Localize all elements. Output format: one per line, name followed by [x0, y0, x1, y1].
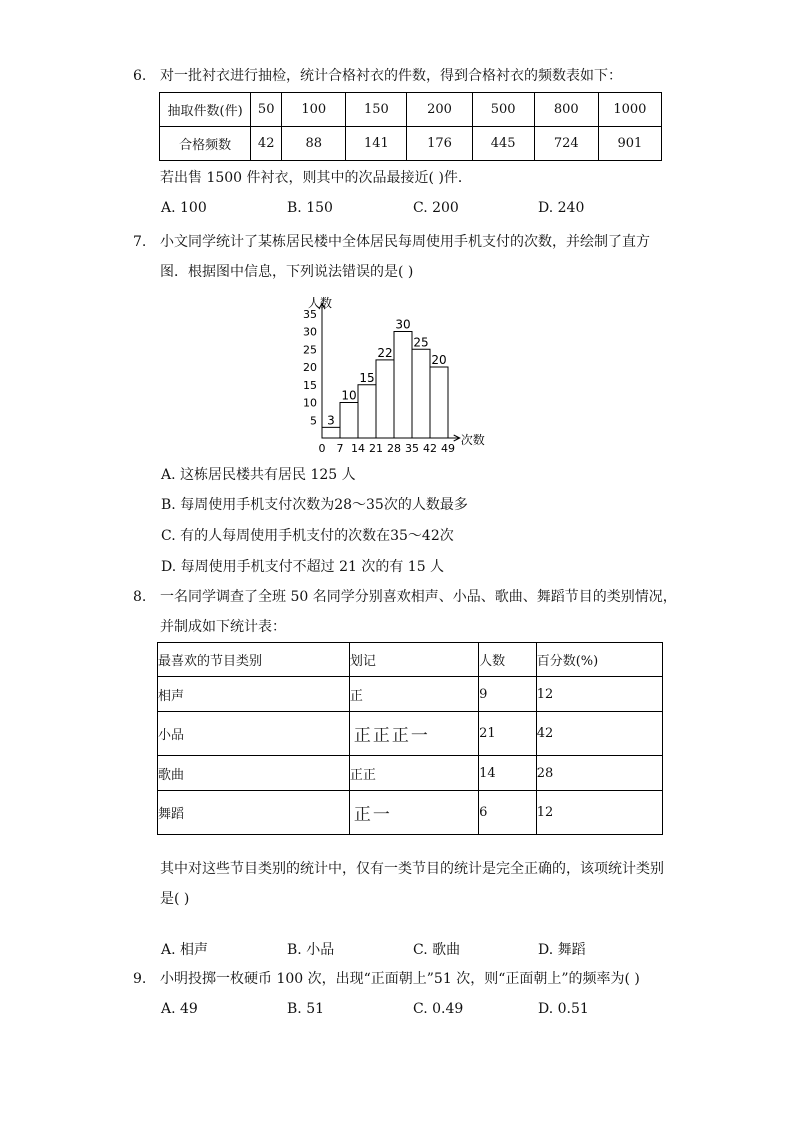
- table-cell: 1000: [598, 93, 661, 127]
- percent-cell: 12: [536, 677, 662, 712]
- table-header-cell: 百分数(%): [536, 643, 662, 677]
- y-axis-title: 人数: [308, 296, 333, 311]
- table-header-cell: 最喜欢的节目类别: [158, 643, 350, 677]
- handwritten-tally: 正一: [353, 805, 392, 825]
- table-row: [160, 127, 662, 161]
- table-row: [158, 791, 663, 835]
- table-cell: 445: [472, 127, 534, 161]
- table-header-cell: 人数: [479, 643, 537, 677]
- q7-option-c[interactable]: C. 有的人每周使用手机支付的次数在35～42次: [161, 528, 454, 544]
- table-header-cell: 合格频数: [160, 127, 251, 161]
- q6-option-b[interactable]: B. 150: [287, 200, 333, 216]
- count-cell: 14: [479, 756, 537, 791]
- x-axis-title: 次数: [460, 433, 485, 447]
- question-8-question-line1: 其中对这些节目类别的统计中，仅有一类节目的统计是完全正确的，该项统计类别: [160, 861, 664, 877]
- y-tick-label: 35: [303, 307, 317, 321]
- category-cell: 舞蹈: [158, 791, 350, 835]
- q8-option-a[interactable]: A. 相声: [161, 942, 209, 958]
- histogram-bar: [322, 427, 340, 438]
- tally-cell: 正: [349, 677, 478, 712]
- question-7-stem-line2: 图．根据图中信息，下列说法错误的是( ): [160, 264, 414, 280]
- y-tick-label: 15: [303, 378, 317, 392]
- q8-option-b[interactable]: B. 小品: [287, 942, 335, 958]
- histogram-bar: [358, 385, 376, 438]
- table-cell: 800: [534, 93, 598, 127]
- x-tick-label: 42: [423, 442, 437, 455]
- x-tick-label: 0: [318, 442, 326, 455]
- category-cell: 歌曲: [158, 756, 350, 791]
- histogram-bar: [376, 360, 394, 438]
- q6-option-d[interactable]: D. 240: [538, 200, 585, 216]
- histogram-bar: [340, 403, 358, 439]
- table-cell: 500: [472, 93, 534, 127]
- q6-option-a[interactable]: A. 100: [161, 200, 207, 216]
- question-6-stem: 对一批衬衣进行抽检，统计合格衬衣的件数，得到合格衬衣的频数表如下：: [160, 68, 622, 84]
- x-tick-label: 21: [369, 442, 383, 455]
- table-header-cell: 划记: [349, 643, 478, 677]
- table-cell: 100: [282, 93, 346, 127]
- table-row: [158, 677, 663, 712]
- question-8-stem-line1: 一名同学调查了全班 50 名同学分别喜欢相声、小品、歌曲、舞蹈节目的类别情况，: [160, 589, 677, 605]
- bar-data-label: 25: [413, 335, 429, 350]
- histogram-bar: [430, 367, 448, 438]
- x-tick-label: 7: [336, 442, 344, 455]
- q7-option-d[interactable]: D. 每周使用手机支付不超过 21 次的有 15 人: [161, 559, 445, 575]
- q8-option-c[interactable]: C. 歌曲: [413, 942, 461, 958]
- q7-option-b[interactable]: B. 每周使用手机支付次数为28～35次的人数最多: [161, 497, 468, 513]
- q8-statistics-table: [157, 642, 663, 835]
- table-cell: 150: [346, 93, 407, 127]
- table-cell: 176: [407, 127, 472, 161]
- q6-option-c[interactable]: C. 200: [413, 200, 459, 216]
- histogram-chart: [290, 280, 500, 456]
- table-row: [158, 643, 663, 677]
- table-cell: 901: [598, 127, 661, 161]
- table-row: [160, 93, 662, 127]
- histogram-bar: [394, 332, 412, 439]
- table-cell: 200: [407, 93, 472, 127]
- x-tick-label: 14: [351, 442, 365, 455]
- q7-option-a[interactable]: A. 这栋居民楼共有居民 125 人: [161, 467, 356, 483]
- question-9-stem: 小明投掷一枚硬币 100 次，出现“正面朝上”51 次，则“正面朝上”的频率为( ): [160, 971, 640, 987]
- bar-data-label: 3: [327, 413, 335, 428]
- count-cell: 21: [479, 712, 537, 756]
- y-tick-label: 5: [310, 414, 317, 428]
- q6-frequency-table: [159, 92, 662, 161]
- question-6-question: 若出售 1500 件衬衣，则其中的次品最接近( )件．: [160, 170, 472, 186]
- y-tick-label: 30: [303, 325, 317, 339]
- y-tick-label: 10: [303, 396, 317, 410]
- q9-option-a[interactable]: A. 49: [161, 1001, 198, 1017]
- question-8-stem-line2: 并制成如下统计表：: [160, 619, 286, 635]
- count-cell: 6: [479, 791, 537, 835]
- question-8-number: 8.: [133, 589, 147, 605]
- bar-data-label: 20: [431, 353, 447, 367]
- q9-option-c[interactable]: C. 0.49: [413, 1001, 464, 1017]
- table-cell: 88: [282, 127, 346, 161]
- bar-data-label: 22: [377, 345, 393, 360]
- x-tick-label: 28: [387, 442, 401, 455]
- table-cell: 42: [251, 127, 282, 161]
- table-row: [158, 756, 663, 791]
- percent-cell: 28: [536, 756, 662, 791]
- bar-data-label: 15: [359, 370, 375, 385]
- histogram-bar: [412, 349, 430, 438]
- percent-cell: 12: [536, 791, 662, 835]
- table-cell: 141: [346, 127, 407, 161]
- table-row: [158, 712, 663, 756]
- percent-cell: 42: [536, 712, 662, 756]
- bar-data-label: 10: [341, 388, 357, 403]
- question-9-number: 9.: [133, 971, 147, 987]
- question-7-number: 7.: [133, 234, 147, 250]
- question-7-stem-line1: 小文同学统计了某栋居民楼中全体居民每周使用手机支付的次数，并绘制了直方: [160, 234, 650, 250]
- tally-cell: 正正: [349, 756, 478, 791]
- x-tick-label: 35: [405, 442, 419, 455]
- x-tick-label: 49: [441, 442, 455, 455]
- tally-cell: [349, 712, 478, 756]
- handwritten-tally: 正正正一: [353, 726, 430, 746]
- count-cell: 9: [479, 677, 537, 712]
- q8-option-d[interactable]: D. 舞蹈: [538, 942, 586, 958]
- tally-cell: [349, 791, 478, 835]
- category-cell: 小品: [158, 712, 350, 756]
- table-header-cell: 抽取件数(件): [160, 93, 251, 127]
- bar-data-label: 30: [395, 317, 411, 332]
- q9-option-d[interactable]: D. 0.51: [538, 1001, 589, 1017]
- category-cell: 相声: [158, 677, 350, 712]
- question-8-question-line2: 是( ): [160, 891, 190, 907]
- table-cell: 724: [534, 127, 598, 161]
- q9-option-b[interactable]: B. 51: [287, 1001, 325, 1017]
- question-6-number: 6.: [133, 68, 147, 84]
- y-tick-label: 25: [303, 343, 317, 357]
- table-cell: 50: [251, 93, 282, 127]
- y-tick-label: 20: [303, 361, 317, 374]
